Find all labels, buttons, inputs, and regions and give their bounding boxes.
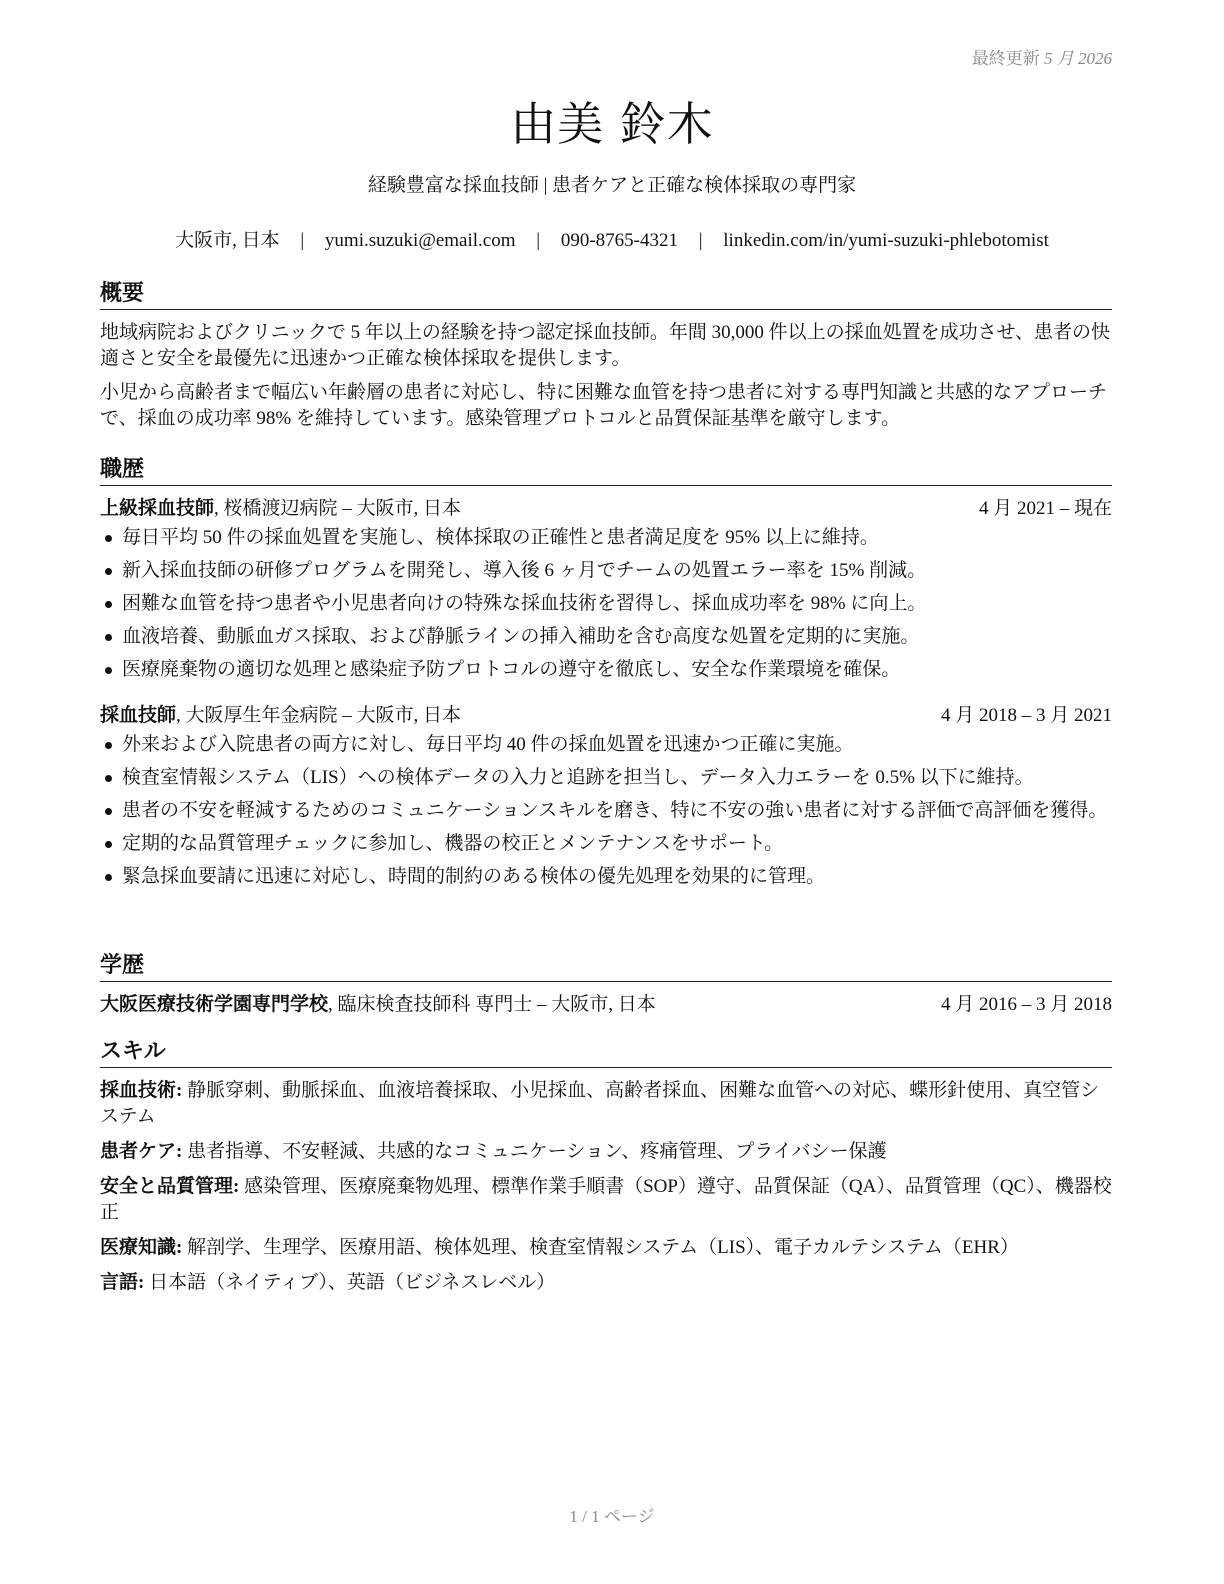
bullet-item: 医療廃棄物の適切な処理と感染症予防プロトコルの遵守を徹底し、安全な作業環境を確保。	[100, 657, 1112, 683]
job-role: 採血技師	[100, 705, 177, 726]
education-title: 学歴	[100, 948, 1112, 982]
skill-text: 日本語（ネイティブ）、英語（ビジネスレベル）	[144, 1272, 556, 1293]
last-updated-date: 5 月 2026	[1044, 49, 1112, 68]
experience-section	[100, 452, 1112, 897]
job-entry	[100, 496, 1112, 683]
contact-separator: |	[536, 230, 541, 251]
bullet-item: 緊急採血要請に迅速に対応し、時間的制約のある検体の優先処理を効果的に管理。	[100, 864, 1112, 890]
job-role: 上級採血技師	[100, 498, 215, 519]
skill-label: 患者ケア:	[100, 1141, 183, 1162]
contact-phone[interactable]: 090-8765-4321	[560, 230, 678, 251]
experience-title: 職歴	[100, 452, 1112, 486]
skill-text: 解剖学、生理学、医療用語、検体処理、検査室情報システム（LIS）、電子カルテシステム（EHR）	[182, 1237, 1019, 1258]
bullet-item: 患者の不安を軽減するためのコミュニケーションスキルを磨き、特に不安の強い患者に対する評価で高評価を獲得。	[100, 798, 1112, 824]
job-org: , 大阪厚生年金病院 – 大阪市, 日本	[176, 705, 462, 726]
summary-paragraph: 小児から高齢者まで幅広い年齢層の患者に対応し、特に困難な血管を持つ患者に対する専門知識と共感的なアプローチで、採血の成功率 98% を維持しています。感染管理プロトコルと品質保証基準を厳守します。	[100, 382, 1108, 429]
summary-title: 概要	[100, 276, 1112, 310]
job-header	[100, 496, 1112, 522]
job-dates: 4 月 2018 – 3 月 2021	[940, 705, 1112, 726]
skill-label: 採血技術:	[100, 1080, 183, 1101]
job-org: , 桜橋渡辺病院 – 大阪市, 日本	[214, 498, 462, 519]
job-bullets	[100, 525, 1112, 683]
skill-text: 静脈穿刺、動脈採血、血液培養採取、小児採血、高齢者採血、困難な血管への対応、蝶形針使用、真空管システム	[100, 1080, 1100, 1127]
summary-section	[100, 276, 1112, 440]
skill-row	[100, 1139, 1112, 1165]
skill-row	[100, 1235, 1112, 1261]
bullet-item: 血液培養、動脈血ガス採取、および静脈ラインの挿入補助を含む高度な処置を定期的に実施。	[100, 624, 1112, 650]
last-updated	[972, 44, 1112, 69]
education-entry	[100, 992, 1112, 1018]
job-header	[100, 703, 1112, 729]
contact-separator: |	[300, 230, 305, 251]
summary-paragraph: 地域病院およびクリニックで 5 年以上の経験を持つ認定採血技師。年間 30,000 件以上の採血処置を成功させ、患者の快適さと安全を最優先に迅速かつ正確な検体採取を提供します。	[100, 322, 1111, 369]
candidate-name: 由美 鈴木	[510, 97, 714, 151]
skill-text: 患者指導、不安軽減、共感的なコミュニケーション、疼痛管理、プライバシー保護	[182, 1141, 887, 1162]
contact-line	[0, 225, 1224, 252]
skill-label: 安全と品質管理:	[100, 1176, 240, 1197]
bullet-item: 定期的な品質管理チェックに参加し、機器の校正とメンテナンスをサポート。	[100, 831, 1112, 857]
bullet-item: 検査室情報システム（LIS）への検体データの入力と追跡を担当し、データ入力エラーを 0.5% 以下に維持。	[100, 765, 1112, 791]
school-name: 大阪医療技術学園専門学校	[100, 994, 329, 1015]
job-bullets	[100, 732, 1112, 890]
skills-title: スキル	[100, 1034, 1112, 1068]
education-dates: 4 月 2016 – 3 月 2018	[940, 994, 1112, 1015]
bullet-item: 新入採血技師の研修プログラムを開発し、導入後 6 ヶ月でチームの処置エラー率を 15% 削減。	[100, 558, 1112, 584]
bullet-item: 困難な血管を持つ患者や小児患者向けの特殊な採血技術を習得し、採血成功率を 98% に向上。	[100, 591, 1112, 617]
tagline: 経験豊富な採血技師 | 患者ケアと正確な検体採取の専門家	[367, 175, 857, 196]
skill-label: 言語:	[100, 1272, 145, 1293]
skills-section	[100, 1034, 1112, 1305]
education-section	[100, 948, 1112, 1021]
skill-row	[100, 1270, 1112, 1296]
skill-row	[100, 1078, 1112, 1130]
page-number: 1 / 1 ページ	[569, 1507, 655, 1526]
job-entry	[100, 703, 1112, 890]
contact-location: 大阪市, 日本	[175, 230, 280, 251]
job-dates: 4 月 2021 – 現在	[978, 498, 1112, 519]
contact-linkedin[interactable]: linkedin.com/in/yumi-suzuki-phlebotomist	[723, 230, 1049, 251]
skill-row	[100, 1174, 1112, 1226]
bullet-item: 毎日平均 50 件の採血処置を実施し、検体採取の正確性と患者満足度を 95% 以上に維持。	[100, 525, 1112, 551]
contact-separator: |	[698, 230, 703, 251]
contact-email[interactable]: yumi.suzuki@email.com	[324, 230, 516, 251]
skill-label: 医療知識:	[100, 1237, 183, 1258]
bullet-item: 外来および入院患者の両方に対し、毎日平均 40 件の採血処置を迅速かつ正確に実施。	[100, 732, 1112, 758]
school-detail: , 臨床検査技師科 専門士 – 大阪市, 日本	[328, 994, 656, 1015]
skill-text: 感染管理、医療廃棄物処理、標準作業手順書（SOP）遵守、品質保証（QA）、品質管理（QC）、機器校正	[100, 1176, 1112, 1223]
last-updated-label: 最終更新	[971, 49, 1040, 68]
